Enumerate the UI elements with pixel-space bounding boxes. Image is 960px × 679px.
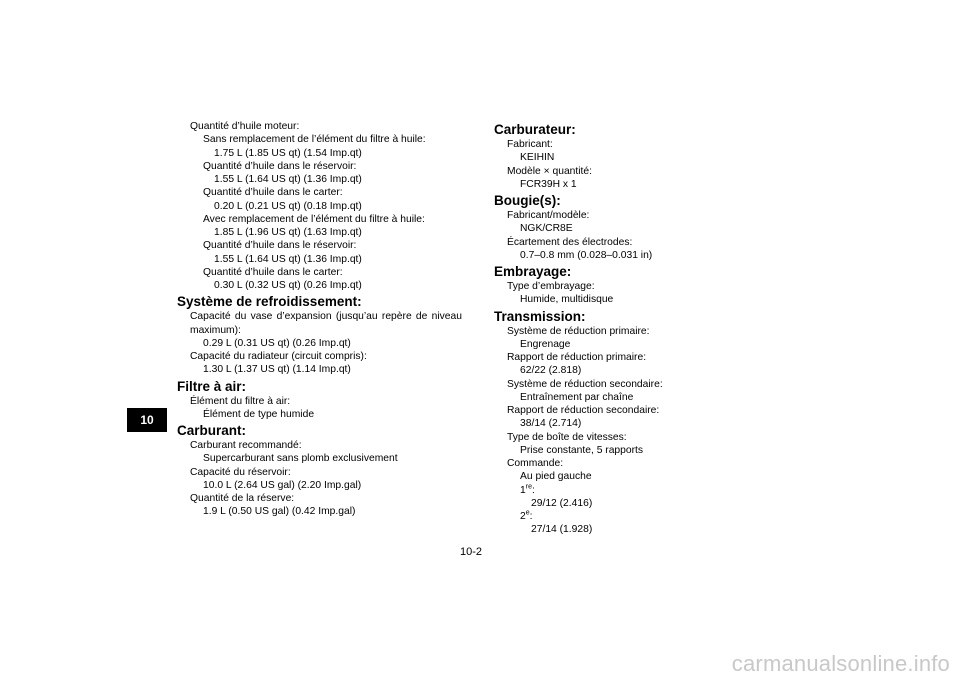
gearbox-type-label: Type de boîte de vitesses:	[507, 431, 627, 443]
radiator-capacity-label: Capacité du radiateur (circuit compris):	[190, 351, 367, 362]
fuel-recommended-value: Supercarburant sans plomb exclusivement	[203, 453, 398, 465]
oil-crankcase-value-2: 0.30 L (0.32 US qt) (0.26 Imp.qt)	[214, 280, 362, 291]
secondary-reduction-ratio-value: 38/14 (2.714)	[520, 418, 582, 430]
oil-tank-value-2: 1.55 L (1.64 US qt) (1.36 Imp.qt)	[214, 253, 362, 265]
oil-crankcase-value: 0.20 L (0.21 US qt) (0.18 Imp.qt)	[214, 200, 362, 212]
oil-with-filter-value: 1.85 L (1.96 US qt) (1.63 Imp.qt)	[214, 227, 362, 238]
gear-2-value: 27/14 (1.928)	[531, 524, 593, 536]
clutch-type-value: Humide, multidisque	[520, 294, 614, 306]
secondary-reduction-system-value: Entraînement par chaîne	[520, 391, 634, 403]
spark-plug-maker-value: NGK/CR8E	[520, 223, 573, 235]
oil-without-filter: Sans remplacement de l’élément du filtre à huile:	[203, 134, 426, 146]
air-filter-element-value: Élément de type humide	[203, 408, 315, 420]
spark-plug-heading: Bougie(s):	[494, 193, 561, 208]
primary-reduction-ratio-label: Rapport de réduction primaire:	[507, 352, 647, 363]
clutch-type-label: Type d’embrayage:	[507, 281, 595, 292]
oil-quantity-title: Quantité d’huile moteur:	[190, 121, 300, 132]
chapter-tab: 10	[127, 408, 167, 432]
carburetor-maker-label: Fabricant:	[507, 139, 553, 150]
carburetor-heading: Carburateur:	[494, 122, 576, 137]
air-filter-heading: Filtre à air:	[177, 378, 247, 394]
oil-crankcase-label: Quantité d’huile dans le carter:	[203, 187, 343, 199]
gearbox-type-value: Prise constante, 5 rapports	[520, 444, 644, 456]
oil-with-filter: Avec remplacement de l’élément du filtre à huile:	[203, 213, 425, 225]
oil-tank-label-2: Quantité d’huile dans le réservoir:	[203, 240, 357, 252]
spark-plug-gap-value: 0.7–0.8 mm (0.028–0.031 in)	[520, 249, 653, 261]
spark-plug-maker-label: Fabricant/modèle:	[507, 210, 590, 221]
transmission-heading: Transmission:	[494, 308, 586, 324]
watermark: carmanualsonline.info	[731, 651, 950, 676]
fuel-heading: Carburant:	[177, 423, 247, 438]
cooling-heading: Système de refroidissement:	[177, 294, 362, 310]
carburetor-model-value: FCR39H x 1	[520, 178, 577, 190]
fuel-tank-capacity-value: 10.0 L (2.64 US gal) (2.20 Imp.gal)	[203, 479, 362, 491]
right-column	[494, 120, 694, 537]
fuel-recommended-label: Carburant recommandé:	[190, 440, 302, 451]
oil-crankcase-label-2: Quantité d’huile dans le carter:	[203, 266, 343, 278]
primary-reduction-ratio-value: 62/22 (2.818)	[520, 365, 582, 377]
primary-reduction-system-value: Engrenage	[520, 338, 571, 350]
oil-without-filter-value: 1.75 L (1.85 US qt) (1.54 Imp.qt)	[214, 147, 362, 159]
coolant-reservoir-value: 0.29 L (0.31 US qt) (0.26 Imp.qt)	[203, 337, 351, 349]
fuel-reserve-label: Quantité de la réserve:	[190, 493, 295, 504]
fuel-reserve-value: 1.9 L (0.50 US gal) (0.42 Imp.gal)	[203, 506, 356, 518]
gear-1-value: 29/12 (2.416)	[531, 497, 593, 509]
radiator-capacity-value: 1.30 L (1.37 US qt) (1.14 Imp.qt)	[203, 364, 351, 376]
secondary-reduction-system-label: Système de réduction secondaire:	[507, 378, 663, 390]
gear-2-label: 2e:	[520, 509, 533, 522]
gear-1-label: 1re:	[520, 483, 535, 496]
left-column	[177, 120, 462, 519]
coolant-reservoir-label-cont: maximum):	[190, 324, 241, 336]
coolant-reservoir-label: Capacité du vase d’expansion (jusqu’au repère de niveau	[190, 311, 462, 323]
spark-plug-gap-label: Écartement des électrodes:	[507, 236, 633, 248]
air-filter-element-label: Élément du filtre à air:	[190, 395, 291, 407]
primary-reduction-system-label: Système de réduction primaire:	[507, 325, 650, 337]
carburetor-model-label: Modèle × quantité:	[507, 165, 593, 177]
page-number: 10-2	[460, 546, 483, 558]
shift-control-value: Au pied gauche	[520, 471, 592, 483]
secondary-reduction-ratio-label: Rapport de réduction secondaire:	[507, 405, 660, 416]
oil-tank-label: Quantité d’huile dans le réservoir:	[203, 160, 357, 172]
clutch-heading: Embrayage:	[494, 264, 572, 279]
fuel-tank-capacity-label: Capacité du réservoir:	[190, 466, 291, 478]
oil-tank-value: 1.55 L (1.64 US qt) (1.36 Imp.qt)	[214, 174, 362, 185]
carburetor-maker-value: KEIHIN	[520, 152, 555, 164]
shift-control-label: Commande:	[507, 458, 564, 469]
